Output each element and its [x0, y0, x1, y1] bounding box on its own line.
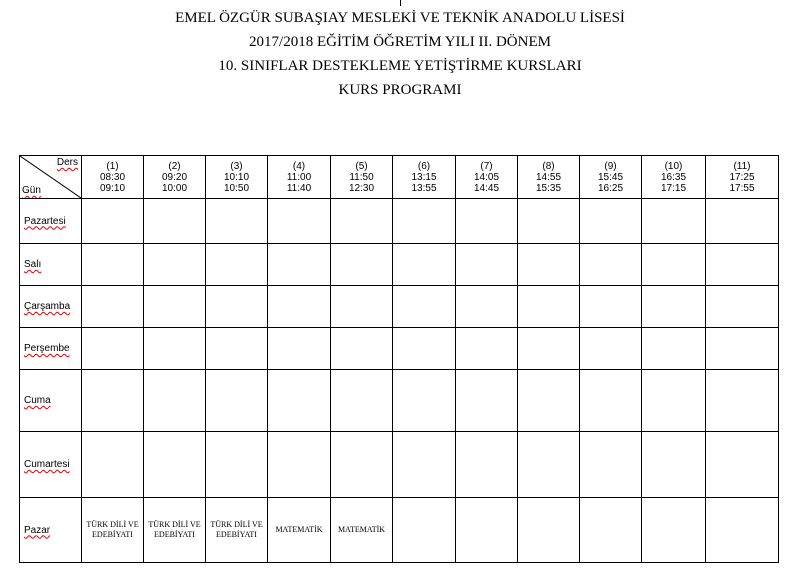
schedule-cell: [82, 328, 144, 370]
schedule-cell: [144, 244, 206, 286]
schedule-cell: [144, 286, 206, 328]
schedule-cell: TÜRK DİLİ VE EDEBİYATI: [82, 498, 144, 563]
day-row: [20, 498, 779, 563]
period-end: 10:00: [161, 182, 188, 194]
schedule-cell: [642, 370, 706, 432]
schedule-cell: [331, 370, 393, 432]
schedule-cell: TÜRK DİLİ VE EDEBİYATI: [144, 498, 206, 563]
day-label-cell: [20, 498, 82, 563]
day-row: [20, 432, 779, 498]
schedule-cell: [268, 286, 331, 328]
schedule-cell: [206, 432, 268, 498]
schedule-cell: [393, 244, 456, 286]
period-header: [580, 156, 642, 199]
schedule-cell: [518, 199, 580, 244]
schedule-cell: [580, 244, 642, 286]
day-row: [20, 328, 779, 370]
period-start: 11:50: [349, 171, 374, 183]
schedule-cell: [331, 244, 393, 286]
period-start: 14:05: [473, 171, 500, 183]
schedule-cell: [393, 199, 456, 244]
day-label: Cumartesi: [24, 459, 70, 470]
schedule-cell: [206, 328, 268, 370]
schedule-cell: [268, 199, 331, 244]
period-end: 09:10: [99, 182, 126, 194]
schedule-cell: [144, 328, 206, 370]
corner-ders-label: Ders: [56, 157, 78, 168]
schedule-cell: [706, 370, 779, 432]
period-start: 11:00: [286, 171, 312, 183]
period-no: (3): [230, 160, 243, 172]
day-label: Salı: [24, 259, 42, 270]
schedule-cell: [580, 432, 642, 498]
period-header: [706, 156, 779, 199]
schedule-cell: [393, 432, 456, 498]
schedule-cell: [706, 286, 779, 328]
day-row: [20, 370, 779, 432]
period-start: 17:25: [729, 171, 755, 183]
period-end: 12:30: [348, 182, 375, 194]
schedule-cell: [518, 328, 580, 370]
schedule-cell: MATEMATİK: [268, 498, 331, 563]
school-name: EMEL ÖZGÜR SUBAŞIAY MESLEKİ VE TEKNİK ANADOLU LİSESİ: [175, 10, 625, 26]
period-no: (6): [417, 160, 431, 172]
schedule-cell: [456, 199, 518, 244]
schedule-cell: [82, 244, 144, 286]
period-header: [518, 156, 580, 199]
period-header: [642, 156, 706, 199]
period-header: [456, 156, 518, 199]
schedule-cell: [206, 370, 268, 432]
period-header: [206, 156, 268, 199]
period-end: 17:55: [729, 182, 755, 194]
day-label: Pazar: [24, 524, 51, 536]
schedule-cell: [82, 432, 144, 498]
period-no: (1): [106, 160, 119, 172]
schedule-cell: [456, 432, 518, 498]
period-no: (5): [355, 160, 368, 172]
period-end: 11:40: [286, 182, 312, 194]
schedule-cell: [393, 328, 456, 370]
schedule-cell: [268, 244, 331, 286]
schedule-cell: [456, 498, 518, 563]
period-end: 13:55: [411, 182, 437, 194]
schedule-cell: [580, 199, 642, 244]
table-header-row: [20, 156, 779, 199]
schedule-cell: [82, 199, 144, 244]
day-label-cell: [20, 328, 82, 370]
schedule-cell: [706, 498, 779, 563]
corner-cell: [20, 156, 82, 199]
period-start: 13:15: [411, 171, 437, 183]
period-start: 10:10: [223, 171, 250, 183]
schedule-cell: [331, 286, 393, 328]
schedule-cell: [331, 199, 393, 244]
period-start: 16:35: [660, 171, 687, 183]
period-start: 09:20: [161, 171, 188, 183]
schedule-cell: [82, 286, 144, 328]
schedule-cell: [144, 199, 206, 244]
schedule-cell: [706, 328, 779, 370]
period-end: 15:35: [535, 182, 562, 194]
schedule-cell: [518, 244, 580, 286]
day-row: [20, 199, 779, 244]
schedule-cell: [580, 328, 642, 370]
period-end: 14:45: [473, 182, 500, 194]
period-start: 08:30: [99, 171, 126, 183]
schedule-cell: [642, 328, 706, 370]
document-header: [0, 6, 800, 102]
day-label: Perşembe: [24, 343, 70, 354]
schedule-cell: [144, 432, 206, 498]
schedule-cell: [393, 286, 456, 328]
day-label: Pazartesi: [24, 215, 66, 227]
schedule-cell: [456, 328, 518, 370]
period-end: 16:25: [597, 182, 624, 194]
program-title: KURS PROGRAMI: [338, 82, 462, 98]
period-header: [331, 156, 393, 199]
day-label: Çarşamba: [24, 301, 71, 312]
corner-gun-label: Gün: [22, 185, 41, 196]
day-label-cell: [20, 199, 82, 244]
course-title: 10. SINIFLAR DESTEKLEME YETİŞTİRME KURSLARI: [218, 58, 582, 74]
schedule-cell: [393, 370, 456, 432]
period-header: [268, 156, 331, 199]
period-no: (8): [542, 160, 555, 172]
period-no: (11): [733, 160, 751, 172]
schedule-cell: [393, 498, 456, 563]
period-no: (2): [168, 160, 181, 172]
period-start: 14:55: [535, 171, 562, 183]
schedule-cell: [518, 286, 580, 328]
schedule-cell: [456, 286, 518, 328]
schedule-cell: [706, 244, 779, 286]
term-title: 2017/2018 EĞİTİM ÖĞRETİM YILI II. DÖNEM: [249, 34, 551, 50]
day-label-cell: [20, 244, 82, 286]
schedule-cell: [642, 199, 706, 244]
schedule-cell: MATEMATİK: [331, 498, 393, 563]
period-header: [393, 156, 456, 199]
schedule-cell: [580, 370, 642, 432]
schedule-cell: [518, 498, 580, 563]
schedule-cell: [268, 432, 331, 498]
period-header: [82, 156, 144, 199]
schedule-cell: [518, 370, 580, 432]
schedule-cell: [580, 498, 642, 563]
schedule-cell: [331, 328, 393, 370]
day-label: Cuma: [24, 395, 51, 406]
schedule-cell: [642, 498, 706, 563]
schedule-cell: [144, 370, 206, 432]
schedule-cell: TÜRK DİLİ VE EDEBİYATI: [206, 498, 268, 563]
period-end: 17:15: [660, 182, 687, 194]
schedule-cell: [706, 199, 779, 244]
schedule-cell: [206, 199, 268, 244]
day-label-cell: [20, 286, 82, 328]
period-start: 15:45: [597, 171, 624, 183]
schedule-cell: [456, 370, 518, 432]
schedule-cell: [206, 244, 268, 286]
day-row: [20, 286, 779, 328]
schedule-cell: [268, 370, 331, 432]
period-end: 10:50: [223, 182, 250, 194]
period-no: (10): [664, 160, 683, 172]
period-header: [144, 156, 206, 199]
period-no: (7): [480, 160, 493, 172]
schedule-cell: [268, 328, 331, 370]
period-no: (9): [604, 160, 617, 172]
day-label-cell: [20, 432, 82, 498]
schedule-cell: [331, 432, 393, 498]
schedule-cell: [642, 286, 706, 328]
schedule-cell: [642, 244, 706, 286]
schedule-cell: [518, 432, 580, 498]
period-no: (4): [292, 160, 306, 172]
schedule-cell: [206, 286, 268, 328]
day-row: [20, 244, 779, 286]
schedule-cell: [82, 370, 144, 432]
schedule-cell: [706, 432, 779, 498]
schedule-cell: [580, 286, 642, 328]
schedule-cell: [456, 244, 518, 286]
schedule-cell: [642, 432, 706, 498]
day-label-cell: [20, 370, 82, 432]
schedule-table: [19, 155, 779, 563]
